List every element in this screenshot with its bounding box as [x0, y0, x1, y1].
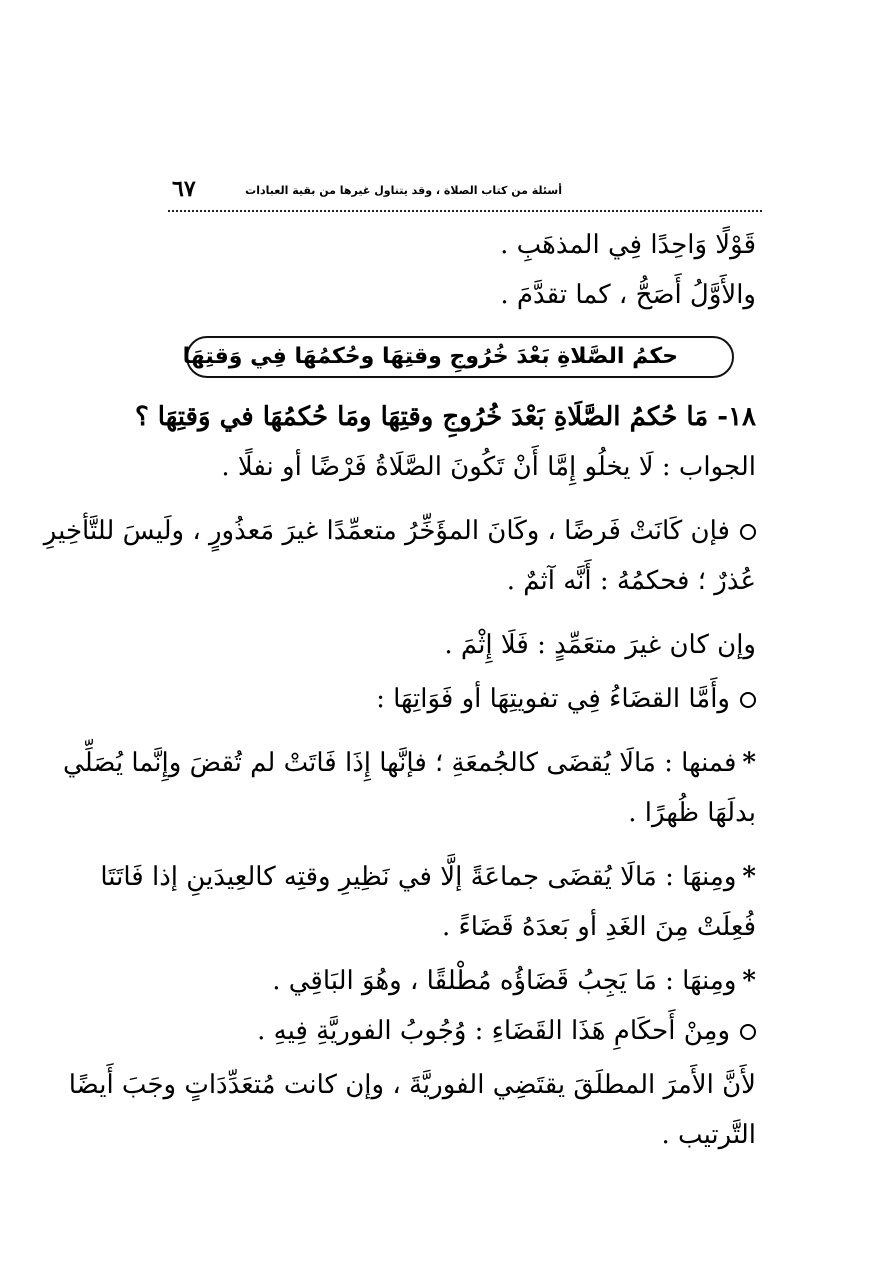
paragraph-text: ومِنْ أَحكَامِ هَذَا القَضَاءِ : وُجُوبُ الفوريَّةِ فِيهِ .: [257, 1016, 730, 1046]
answer-line: الجواب : لَا يخلُو إِمَّا أَنْ تَكُونَ الصَّلَاةُ فَرْضًا أو نفلًا .: [221, 452, 756, 482]
paragraph-text: ومِنهَا : مَا يَجِبُ قَضَاؤُه مُطْلقًا ، وهُوَ البَاقِي .: [272, 966, 737, 996]
paragraph-line: لأَنَّ الأَمرَ المطلَقَ يقتَضِي الفوريَّةَ ، وإن كانت مُتعَدِّدَاتٍ وجَبَ أَيضًا: [68, 1070, 756, 1100]
paragraph-text: فإن كَانَتْ فَرضًا ، وكَانَ المؤَخِّرُ متعمِّدًا غيرَ مَعذُورٍ ، ولَيسَ للتَّأخِيرِ: [43, 516, 730, 546]
paragraph-line: بدلَهَا ظُهرًا .: [628, 798, 756, 828]
section-title-box: حكمُ الصَّلاةِ بَعْدَ خُرُوجِ وقتِهَا وحُكمُهَا فِي وَقتِهَا: [186, 336, 734, 378]
star-bullet-icon: *: [742, 748, 756, 778]
circle-bullet-icon: [740, 692, 756, 708]
text-line: والأَوَّلُ أَصَحُّ ، كما تقدَّمَ .: [500, 280, 756, 310]
paragraph-line: [168, 1006, 756, 1056]
paragraph-text: ومِنهَا : مَالَا يُقضَى جماعَةً إلَّا في نَظِيرِ وقتِه كالعِيدَينِ إذا فَاتَتَا: [100, 862, 737, 892]
paragraph-line: وإن كان غيرَ متعَمِّدٍ : فَلَا إِثْمَ .: [444, 630, 756, 660]
paragraph-line: [168, 674, 756, 724]
question-heading: ١٨- مَا حُكمُ الصَّلَاةِ بَعْدَ خُرُوجِ وقتِهَا ومَا حُكمُهَا في وَقتِهَا ؟: [134, 402, 756, 432]
body-text-main: [43, 392, 756, 1160]
paragraph-line: [43, 506, 756, 556]
paragraph-line: [168, 956, 756, 1006]
circle-bullet-icon: [740, 524, 756, 540]
paragraph-line: عُذرٌ ؛ فحكمُهُ : أَنَّه آثمٌ .: [506, 566, 756, 596]
page-header: [168, 176, 762, 212]
running-title: أسئلة من كتاب الصلاة ، وقد يتناول غيرها من بقية العبادات: [245, 184, 562, 197]
text-line: قَوْلًا وَاحِدًا فِي المذهَبِ .: [500, 230, 756, 260]
paragraph-text: فمنها : مَالَا يُقضَى كالجُمعَةِ ؛ فإنَّها إِذَا فَاتَتْ لم تُقضَ وإِنَّما يُصَلِّي: [63, 748, 737, 778]
paragraph-line: التَّرتيب .: [661, 1120, 756, 1150]
page-number: ٦٧: [172, 176, 196, 202]
circle-bullet-icon: [740, 1024, 756, 1040]
star-bullet-icon: *: [742, 862, 756, 892]
body-text: [168, 220, 756, 320]
star-bullet-icon: *: [742, 966, 756, 996]
paragraph-line: [63, 738, 756, 788]
paragraph-line: [100, 852, 756, 902]
paragraph-text: وأَمَّا القضَاءُ فِي تفويتِهَا أو فَوَاتِهَا :: [376, 684, 730, 714]
paragraph-line: فُعِلَتْ مِنَ الغَدِ أو بَعدَهُ قَضَاءً .: [442, 912, 756, 942]
